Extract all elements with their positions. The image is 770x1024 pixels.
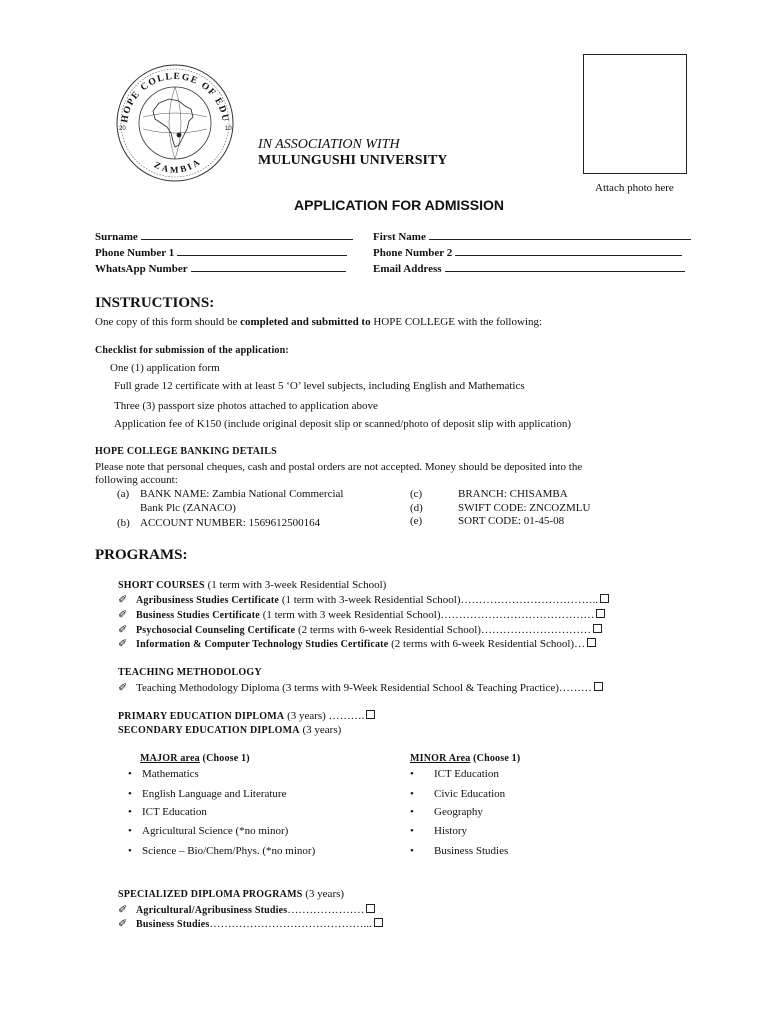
surname-field[interactable]: [95, 231, 353, 243]
bullet-icon: •: [128, 788, 132, 800]
college-logo: [105, 57, 245, 185]
intro-pre: One copy of this form should be: [95, 316, 241, 328]
bank-a-label: (a): [117, 488, 130, 500]
program-option[interactable]: [118, 917, 383, 930]
major-note: (Choose 1): [199, 753, 250, 764]
bank-e-label: (e): [410, 515, 423, 527]
checkbox[interactable]: [594, 682, 603, 691]
surname-label: Surname: [95, 231, 138, 243]
phone1-field[interactable]: [95, 247, 347, 259]
page-title: APPLICATION FOR ADMISSION: [294, 197, 504, 213]
program-detail: (1 term with 3-week Residential School)………………………………..: [279, 594, 599, 606]
checkbox[interactable]: [366, 710, 375, 719]
bullet-icon: •: [410, 845, 414, 857]
college-seal-icon: [105, 57, 245, 185]
email-field[interactable]: [373, 263, 685, 275]
major-item-label: ICT Education: [142, 806, 207, 818]
instructions-heading: INSTRUCTIONS:: [95, 295, 215, 311]
specialized-title: SPECIALIZED DIPLOMA PROGRAMS: [118, 889, 303, 900]
whatsapp-label: WhatsApp Number: [95, 263, 188, 275]
bank-name-cont: Bank Plc (ZANACO): [140, 502, 236, 514]
program-option[interactable]: [118, 593, 609, 606]
program-name: Agricultural/Agribusiness Studies: [136, 905, 288, 916]
checkbox[interactable]: [366, 904, 375, 913]
pencil-icon: ✐: [118, 638, 128, 650]
pencil-icon: ✐: [118, 918, 128, 930]
phone1-label: Phone Number 1: [95, 247, 175, 259]
major-item[interactable]: [128, 768, 199, 780]
minor-item[interactable]: [410, 788, 505, 800]
checkbox[interactable]: [596, 609, 605, 618]
svg-text:HOPE COLLEGE OF EDUCATION: [105, 57, 230, 123]
checkbox[interactable]: [587, 638, 596, 647]
logo-bottom-text: ZAMBIA: [152, 155, 204, 175]
checklist-heading: Checklist for submission of the application:: [95, 345, 289, 356]
bullet-icon: •: [410, 768, 414, 780]
program-name: Agribusiness Studies Certificate: [136, 595, 280, 606]
minor-item[interactable]: [410, 825, 467, 837]
checklist-item: Three (3) passport size photos attached to application above: [114, 400, 378, 412]
minor-item-label: Business Studies: [434, 845, 509, 857]
major-title: MAJOR area: [140, 753, 200, 764]
program-option[interactable]: [118, 623, 602, 636]
phone2-label: Phone Number 2: [373, 247, 453, 259]
intro-post: HOPE COLLEGE with the following:: [370, 316, 543, 328]
checklist-item: One (1) application form: [110, 362, 220, 374]
photo-box[interactable]: [583, 54, 687, 174]
branch: BRANCH: CHISAMBA: [458, 488, 568, 500]
program-name: Business Studies Certificate: [136, 610, 260, 621]
minor-item[interactable]: [410, 806, 483, 818]
whatsapp-field[interactable]: [95, 263, 346, 275]
bullet-icon: •: [410, 806, 414, 818]
program-option[interactable]: [118, 637, 596, 650]
major-item[interactable]: [128, 845, 315, 857]
sort-code: SORT CODE: 01-45-08: [458, 515, 565, 527]
minor-item-label: Civic Education: [434, 788, 506, 800]
specialized-note: (3 years): [302, 888, 345, 900]
intro-bold: completed and submitted to: [240, 316, 371, 328]
bank-d-label: (d): [410, 502, 423, 514]
association-line: IN ASSOCIATION WITH: [258, 137, 400, 152]
major-heading: [140, 752, 250, 764]
minor-item[interactable]: [410, 768, 499, 780]
checklist-item: Application fee of K150 (include original deposit slip or scanned/photo of deposit slip with application): [114, 418, 572, 430]
program-name: SECONDARY EDUCATION DIPLOMA: [118, 725, 300, 736]
bullet-icon: •: [128, 768, 132, 780]
bullet-icon: •: [128, 825, 132, 837]
pencil-icon: ✐: [118, 624, 128, 636]
logo-right-year: 10: [225, 126, 232, 132]
minor-item-label: ICT Education: [434, 768, 499, 780]
minor-item-label: History: [434, 825, 467, 837]
program-option[interactable]: [118, 681, 603, 694]
africa-map-icon: [143, 87, 207, 159]
minor-item-label: Geography: [434, 806, 483, 818]
program-detail: Teaching Methodology Diploma (3 terms with 9-Week Residential School & Teaching Practice)………: [136, 682, 592, 694]
bullet-icon: •: [410, 788, 414, 800]
teaching-heading: TEACHING METHODOLOGY: [118, 667, 262, 678]
swift-code: SWIFT CODE: ZNCOZMLU: [458, 502, 591, 514]
program-name: Psychosocial Counseling Certificate: [136, 625, 296, 636]
banking-note-line1: Please note that personal cheques, cash and postal orders are not accepted. Money should be deposited into the: [95, 461, 583, 473]
major-item-label: Mathematics: [142, 768, 199, 780]
checkbox[interactable]: [593, 624, 602, 633]
programs-heading: PROGRAMS:: [95, 547, 188, 563]
program-dots: ……………………………………...: [209, 918, 372, 930]
major-item-label: English Language and Literature: [142, 788, 287, 800]
program-detail: (3 years) ……….: [284, 710, 365, 722]
minor-title: MINOR Area: [410, 753, 471, 764]
bullet-icon: •: [128, 806, 132, 818]
primary-diploma-option[interactable]: [118, 710, 375, 722]
banking-note-line2: following account:: [95, 474, 178, 486]
major-item[interactable]: [128, 825, 288, 837]
banking-heading: HOPE COLLEGE BANKING DETAILS: [95, 446, 277, 457]
phone2-field[interactable]: [373, 247, 682, 259]
first-name-label: First Name: [373, 231, 426, 243]
program-name: Information & Computer Technology Studies Certificate: [136, 639, 389, 650]
short-courses-heading: [118, 579, 386, 591]
email-label: Email Address: [373, 263, 442, 275]
logo-left-year: 20: [119, 126, 126, 132]
university-name: MULUNGUSHI UNIVERSITY: [258, 153, 448, 168]
bullet-icon: •: [128, 845, 132, 857]
instructions-intro: [95, 316, 542, 328]
program-detail: (2 terms with 6-week Residential School)…………………………: [295, 624, 591, 636]
program-detail: (2 terms with 6-week Residential School)…: [388, 638, 586, 650]
pencil-icon: ✐: [118, 682, 128, 694]
checkbox[interactable]: [600, 594, 609, 603]
program-name: PRIMARY EDUCATION DIPLOMA: [118, 711, 285, 722]
account-number: ACCOUNT NUMBER: 1569612500164: [140, 517, 321, 529]
pencil-icon: ✐: [118, 904, 128, 916]
program-detail: (1 term with 3 week Residential School)……………………………………: [259, 609, 595, 621]
logo-arc-text: HOPE COLLEGE OF EDU: [120, 71, 230, 124]
bullet-icon: •: [410, 825, 414, 837]
major-item[interactable]: [128, 788, 286, 800]
major-item[interactable]: [128, 806, 207, 818]
checkbox[interactable]: [374, 918, 383, 927]
minor-item[interactable]: [410, 845, 508, 857]
first-name-field[interactable]: [373, 231, 691, 243]
photo-caption: Attach photo here: [595, 182, 674, 194]
program-detail: (3 years): [299, 724, 342, 736]
minor-note: (Choose 1): [470, 753, 521, 764]
bank-b-label: (b): [117, 517, 130, 529]
bank-name: BANK NAME: Zambia National Commercial: [140, 488, 344, 500]
program-option[interactable]: [118, 608, 605, 621]
minor-heading: [410, 752, 520, 764]
major-item-label: Agricultural Science (*no minor): [142, 825, 289, 837]
specialized-heading: [118, 888, 344, 900]
program-name: Business Studies: [136, 919, 210, 930]
short-courses-title: SHORT COURSES: [118, 580, 205, 591]
bank-c-label: (c): [410, 488, 423, 500]
program-option[interactable]: [118, 903, 375, 916]
program-dots: …………………: [287, 904, 365, 916]
pencil-icon: ✐: [118, 609, 128, 621]
secondary-diploma: [118, 724, 341, 736]
pencil-icon: ✐: [118, 594, 128, 606]
short-courses-note: (1 term with 3-week Residential School): [204, 579, 387, 591]
major-item-label: Science – Bio/Chem/Phys. (*no minor): [142, 845, 316, 857]
checklist-item: Full grade 12 certificate with at least 5 ‘O’ level subjects, including English and Mathematics: [114, 380, 525, 392]
